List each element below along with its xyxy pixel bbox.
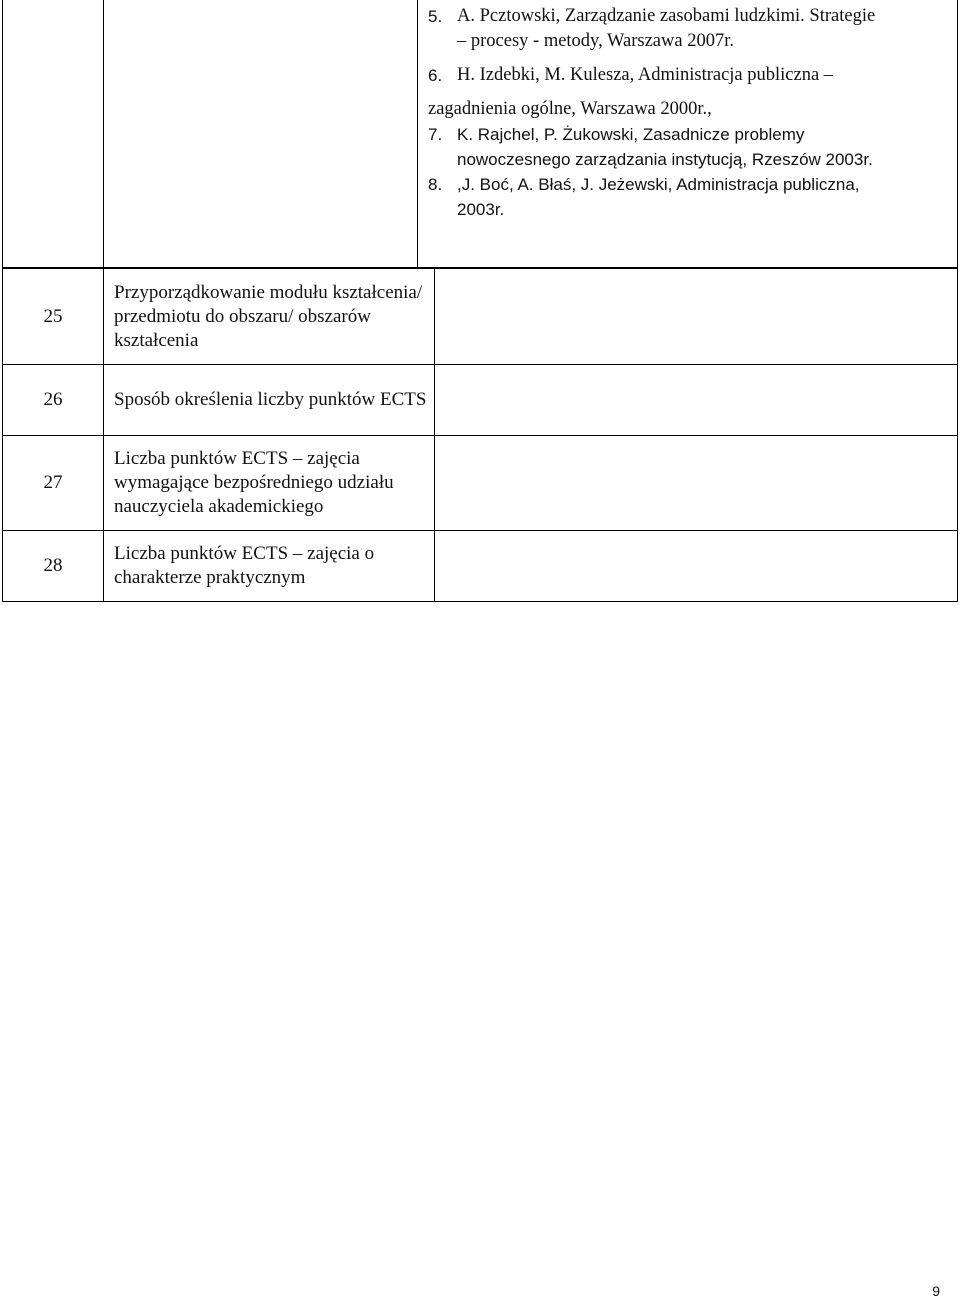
- bibliography-item-number: 7.: [428, 125, 443, 144]
- bibliography-item-line: nowoczesnego zarządzania instytucją, Rzeszów 2003r.: [457, 150, 873, 169]
- bibliography-item-line: H. Izdebki, M. Kulesza, Administracja publiczna –: [457, 65, 834, 85]
- row-label: Sposób określenia liczby punktów ECTS: [104, 365, 435, 436]
- bibliography-item-continuation: zagadnienia ogólne, Warszawa 2000r.,: [428, 99, 712, 119]
- bibliography-item-8: [428, 172, 948, 222]
- row-value: [435, 531, 958, 602]
- row-value: [435, 365, 958, 436]
- row-value: [435, 269, 958, 365]
- bibliography-item-number: 6.: [428, 66, 443, 85]
- bibliography-item-line: K. Rajchel, P. Żukowski, Zasadnicze problemy: [457, 125, 805, 144]
- page-number: 9: [932, 1283, 940, 1299]
- table-row: [3, 269, 958, 365]
- bibliography-item-line: A. Pcztowski, Zarządzanie zasobami ludzkimi. Strategie: [457, 6, 876, 26]
- module-info-table: [2, 268, 958, 602]
- bibliography-item-number: 5.: [428, 7, 443, 26]
- table-row: [3, 365, 958, 436]
- bibliography-item-5: [428, 4, 948, 54]
- table-row: [3, 531, 958, 602]
- row-value: [435, 436, 958, 531]
- bibliography-item-line: – procesy - metody, Warszawa 2007r.: [457, 31, 734, 51]
- column-divider: [417, 0, 418, 267]
- bibliography-item-number: 8.: [428, 175, 443, 194]
- bibliography-item-line: 2003r.: [457, 200, 505, 219]
- row-number: 26: [3, 365, 104, 436]
- bibliography-item-7: [428, 122, 948, 172]
- table-row: [3, 436, 958, 531]
- bibliography-item-line: ,J. Boć, A. Błaś, J. Jeżewski, Administracja publiczna,: [457, 175, 860, 194]
- row-number: 25: [3, 269, 104, 365]
- row-label: Przyporządkowanie modułu kształcenia/ przedmiotu do obszaru/ obszarów kształcenia: [104, 269, 435, 365]
- row-label: Liczba punktów ECTS – zajęcia wymagające bezpośredniego udziału nauczyciela akademickiego: [104, 436, 435, 531]
- bibliography-item-6: [428, 63, 948, 122]
- row-label: Liczba punktów ECTS – zajęcia o charakterze praktycznym: [104, 531, 435, 602]
- column-divider: [103, 0, 104, 267]
- row-number: 28: [3, 531, 104, 602]
- row-number: 27: [3, 436, 104, 531]
- bibliography-list: [428, 4, 948, 222]
